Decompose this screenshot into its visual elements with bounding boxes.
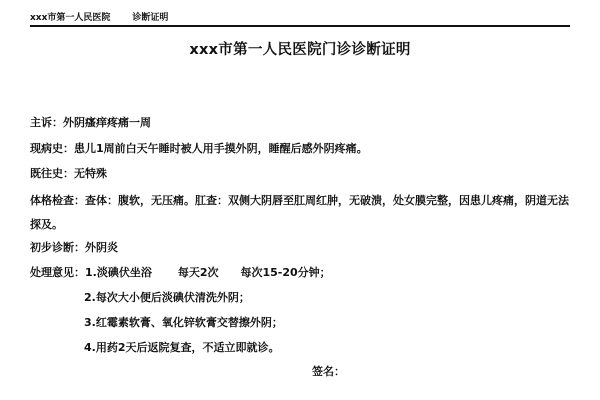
diagnosis-row [30,241,570,255]
document-title: xxx市第一人民医院门诊诊断证明 [189,42,411,58]
treatment-item-1-text: 1.淡碘伏坐浴 [85,266,152,279]
present-history-value: 患儿1周前白天午睡时被人用手摸外阴，睡醒后感外阴疼痛。 [74,142,368,155]
header-document-type: 诊断证明 [132,13,169,23]
past-history-row [30,167,570,181]
past-history-value: 无特殊 [74,167,107,180]
physical-exam-value: 查体：腹软，无压痛。肛查：双侧大阴唇至肛周红肿，无破溃，处女膜完整，因患儿疼痛，阴道无法探及。 [30,194,569,231]
present-history-label: 现病史： [30,142,74,155]
signature-label: 签名： [312,365,345,378]
physical-exam-row [30,189,570,237]
chief-complaint-row [30,116,570,130]
header-hospital-name: xxx市第一人民医院 [30,13,111,23]
document-header [30,10,570,26]
physical-exam-label: 体格检查： [30,194,85,207]
past-history-label: 既往史： [30,167,74,180]
treatment-item-4: 4.用药2天后返院复查，不适立即就诊。 [84,341,280,354]
treatment-item-1-frequency: 每天2次 [177,266,219,279]
treatment-row-1 [30,266,570,280]
treatment-item-2: 2.每次大小便后淡碘伏清洗外阴； [84,291,250,304]
treatment-label: 处理意见： [30,266,85,279]
treatment-item-3: 3.红霉素软膏、氧化锌软膏交替擦外阴； [84,316,283,329]
present-history-row [30,142,570,156]
chief-complaint-value: 外阴瘙痒疼痛一周 [63,116,151,129]
treatment-item-1-duration: 每次15-20分钟； [240,266,331,279]
header-divider [30,25,570,27]
diagnosis-value: 外阴炎 [85,241,118,254]
diagnosis-label: 初步诊断： [30,241,85,254]
chief-complaint-label: 主诉： [30,116,63,129]
